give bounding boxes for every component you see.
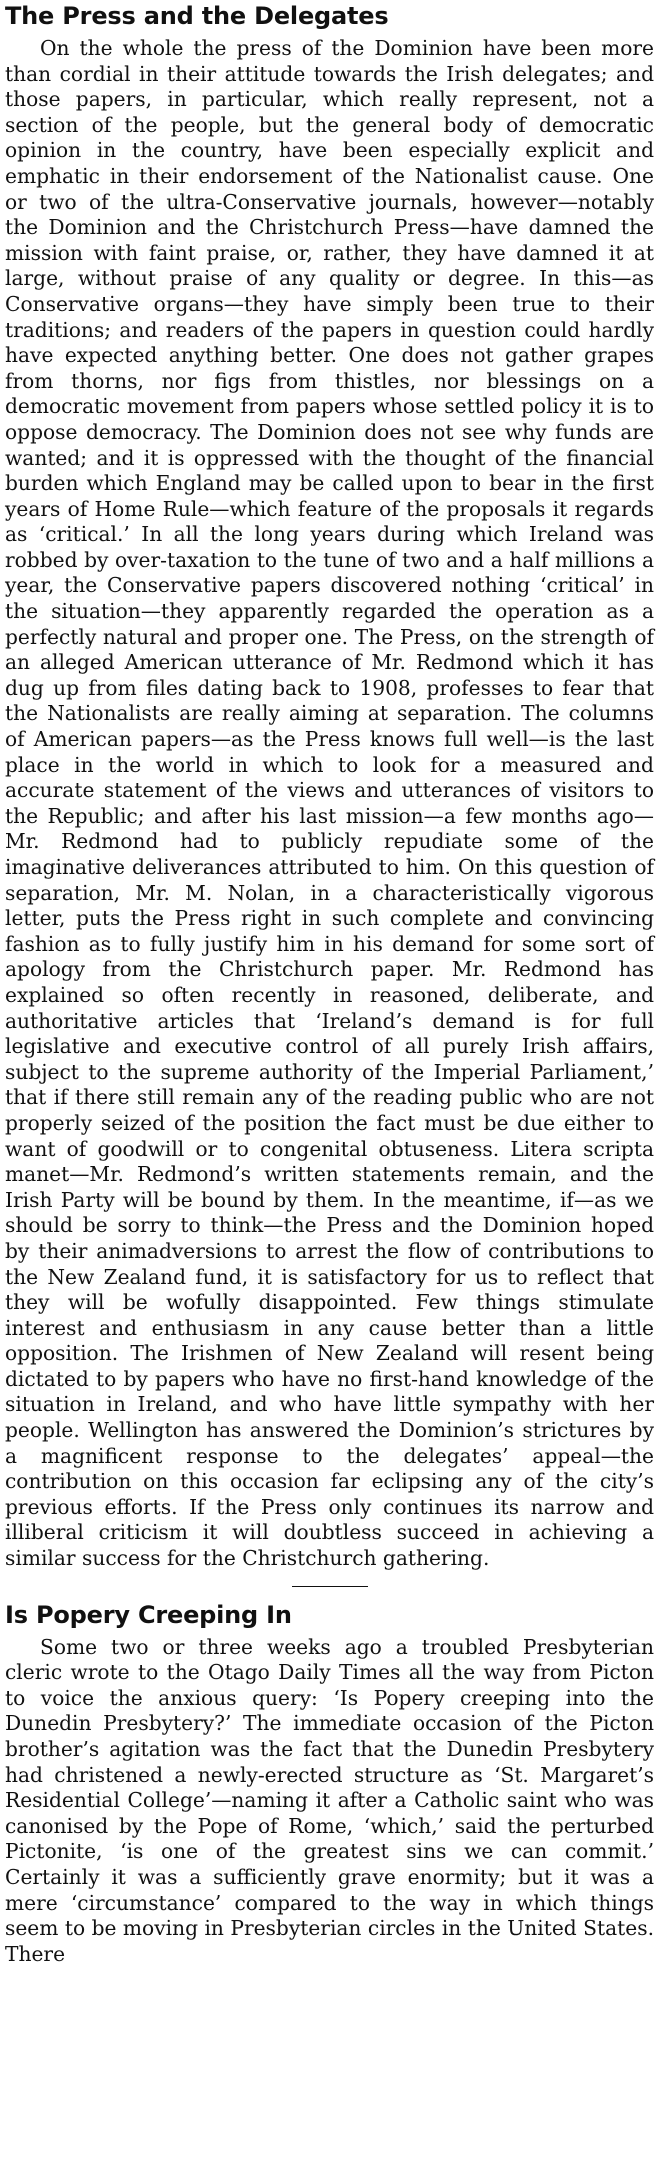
article-press-and-delegates [5, 2, 654, 1572]
article-body: Some two or three weeks ago a troubled Presbyterian cleric wrote to the Otago Daily Times all the way from Picton to voice the anxious query: ‘Is Popery creeping into the Dunedin Presbytery?’ The immediate occasion of the Picton brother’s agitation was the fact that the Dunedin Presbytery had christened a newly-erected structure as ‘St. Margaret’s Residential College’—naming it after a Catholic saint who was canonised by the Pope of Rome, ‘which,’ said the perturbed Pictonite, ‘is one of the greatest sins we can commit.’ Certainly it was a sufficiently grave enormity; but it was a mere ‘circumstance’ compared to the way in which things seem to be moving in Presbyterian circles in the United States. There [5, 1634, 654, 1966]
article-body: On the whole the press of the Dominion have been more than cordial in their attitude towards the Irish delegates; and those papers, in particular, which really represent, not a section of the people, but the general body of democratic opinion in the country, have been especially explicit and emphatic in their endorsement of the Nationalist cause. One or two of the ultra-Conservative journals, however—notably the Dominion and the Christchurch Press—have damned the mission with faint praise, or, rather, they have damned it at large, without praise of any quality or degree. In this—as Conservative organs—they have simply been true to their traditions; and readers of the papers in question could hardly have expected anything better. One does not gather grapes from thorns, nor figs from thistles, nor blessings on a democratic movement from papers whose settled policy it is to oppose democracy. The Dominion does not see why funds are wanted; and it is oppressed with the thought of the financial burden which England may be called upon to bear in the first years of Home Rule—which feature of the proposals it regards as ‘critical.’ In all the long years during which Ireland was robbed by over-taxation to the tune of two and a half millions a year, the Conservative papers discovered nothing ‘critical’ in the situation—they apparently regarded the operation as a perfectly natural and proper one. The Press, on the strength of an alleged American utterance of Mr. Redmond which it has dug up from files dating back to 1908, professes to fear that the Nationalists are really aiming at separation. The columns of American papers—as the Press knows full well—is the last place in the world in which to look for a measured and accurate statement of the views and utterances of visitors to the Republic; and after his last mission—a few months ago—Mr. Redmond had to publicly repudiate some of the imaginative deliverances attributed to him. On this question of separation, Mr. M. Nolan, in a characteristically vigorous letter, puts the Press right in such complete and convincing fashion as to fully justify him in his demand for some sort of apology from the Christchurch paper. Mr. Redmond has explained so often recently in reasoned, deliberate, and authoritative articles that ‘Ireland’s demand is for full legislative and executive control of all purely Irish affairs, subject to the supreme authority of the Imperial Parliament,’ that if there still remain any of the reading public who are not properly seized of the position the fact must be due either to want of goodwill or to congenital obtuseness. Litera scripta manet—Mr. Redmond’s written statements remain, and the Irish Party will be bound by them. In the meantime, if—as we should be sorry to think—the Press and the Dominion hoped by their animadversions to arrest the flow of contributions to the New Zealand fund, it is satisfactory for us to reflect that they will be wofully disappointed. Few things stimulate interest and enthusiasm in any cause better than a little opposition. The Irishmen of New Zealand will resent being dictated to by papers who have no first-hand knowledge of the situation in Ireland, and who have little sympathy with her people. Wellington has answered the Dominion’s strictures by a magnificent response to the delegates’ appeal—the contribution on this occasion far eclipsing any of the city’s previous efforts. If the Press only continues its narrow and illiberal criticism it will doubtless succeed in achieving a similar success for the Christchurch gathering. [5, 36, 654, 1571]
article-title: Is Popery Creeping In [5, 1600, 292, 1629]
article-is-popery-creeping-in [5, 1601, 654, 1968]
article-title: The Press and the Delegates [5, 2, 389, 30]
section-divider [292, 1586, 368, 1587]
